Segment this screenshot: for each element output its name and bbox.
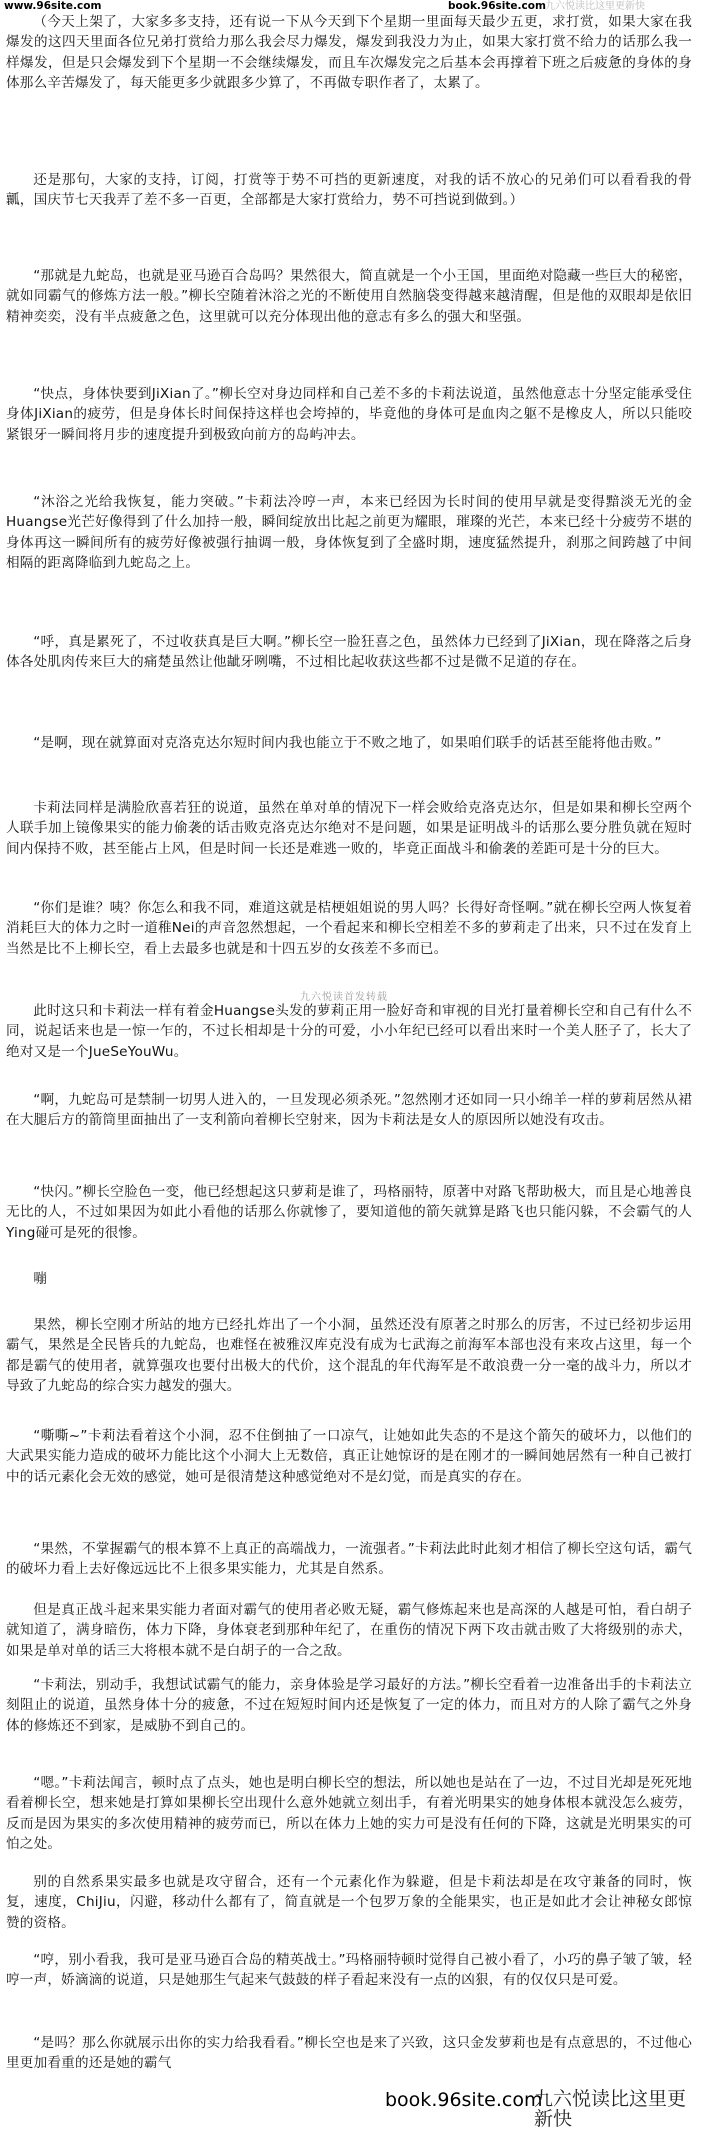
site-url-bottom: book.96site.com [385,2089,543,2111]
paragraph: （今天上架了，大家多多支持，还有说一下从今天到下个星期一里面每天最少五更，求打赏，如果大家在我爆发的这四天里面各位兄弟打赏给力那么我会尽力爆发，爆发到我没力为止，如果大家打赏不给力的话那么我一样爆发，但是只会爆发到下个星期一不会继续爆发，而且车次爆发完之后基本会再撑着下班之后疲惫的身体的身体那么辛苦爆发了，每天能更多少就跟多少算了，不再做专职作者了，太累了。 [6,14,692,91]
paragraph: “果然，不掌握霸气的根本算不上真正的高端战力，一流强者。”卡莉法此时此刻才相信了柳长空这句话，霸气的破坏力看上去好像远远比不上很多果实能力，尤其是自然系。 [6,1541,692,1578]
paragraph: 卡莉法同样是满脸欣喜若狂的说道，虽然在单对单的情况下一样会败给克洛克达尔，但是如果和柳长空两个人联手加上镜像果实的能力偷袭的话击败克洛克达尔绝对不是问题，如果是证明战斗的话那么要分胜负就在短时间内保持不败，甚至能占上风，但是时间一长还是难逃一败的，毕竟正面战斗和偷袭的差距可是十分的巨大。 [6,800,692,857]
site-slogan-top: 九六悦读比这里更新快 [545,1,645,12]
paragraph: “那就是九蛇岛，也就是亚马逊百合岛吗？果然很大，简直就是一个小王国，里面绝对隐藏一些巨大的秘密，就如同霸气的修炼方法一般。”柳长空随着沐浴之光的不断使用自然脑袋变得越来越清醒，但是他的双眼却是依旧精神奕奕，没有半点疲惫之色，这里就可以充分体现出他的意志有多么的强大和坚强。 [6,268,692,325]
paragraph: 嘣 [33,1271,47,1287]
paragraph: 还是那句，大家的支持，订阅，打赏等于势不可挡的更新速度，对我的话不放心的兄弟们可以看看我的骨瓤，国庆节七天我弄了差不多一百更，全部都是大家打赏给力，势不可挡说到做到。） [6,172,692,209]
paragraph: “是吗？那么你就展示出你的实力给我看看。”柳长空也是来了兴致，这只金发萝莉也是有点意思的，不过他心里更加看重的还是她的霸气 [6,2035,692,2072]
paragraph: “是啊，现在就算面对克洛克达尔短时间内我也能立于不败之地了，如果咱们联手的话甚至能将他击败。” [33,735,662,751]
paragraph: “呼，真是累死了，不过收获真是巨大啊。”柳长空一脸狂喜之色，虽然体力已经到了JiXian，现在降落之后身体各处肌肉传来巨大的痛楚虽然让他龇牙咧嘴，不过相比起收获这些都不过是微不足道的存在。 [6,634,692,671]
site-url-right: book.96site.com [448,0,546,12]
paragraph: 但是真正战斗起来果实能力者面对霸气的使用者必败无疑，霸气修炼起来也是高深的人越是可怕，看白胡子就知道了，满身暗伤，体力下降，身体衰老到那种年纪了，在重伤的情况下两下攻击就击败了大将级别的赤犬，如果是单对单的话三大将根本就不是白胡子的一合之敌。 [6,1602,692,1659]
paragraph: “啊，九蛇岛可是禁制一切男人进入的，一旦发现必须杀死。”忽然刚才还如同一只小绵羊一样的萝莉居然从裙在大腿后方的箭筒里面抽出了一支利箭向着柳长空射来，因为卡莉法是女人的原因所以她没有攻击。 [6,1092,692,1129]
paragraph: “嘶嘶~”卡莉法看着这个小洞，忍不住倒抽了一口凉气，让她如此失态的不是这个箭矢的破坏力，以他们的大武果实能力造成的破坏力能比这个小洞大上无数倍，真正让她惊讶的是在刚才的一瞬间她居然有一种自己被打中的话元素化会无效的感觉，她可是很清楚这种感觉绝对不是幻觉，而是真实的存在。 [6,1428,692,1485]
site-url-left: www.96site.com [4,0,102,12]
paragraph: “卡莉法，别动手，我想试试霸气的能力，亲身体验是学习最好的方法。”柳长空看着一边准备出手的卡莉法立刻阻止的说道，虽然身体十分的疲惫，不过在短短时间内还是恢复了一定的体力，而且对方的人除了霸气之外身体的修炼还不到家，是威胁不到自己的。 [6,1677,692,1734]
paragraph: 别的自然系果实最多也就是攻守留合，还有一个元素化作为躲避，但是卡莉法却是在攻守兼备的同时，恢复，速度，ChiJiu，闪避，移动什么都有了，简直就是一个包罗万象的全能果实，也正是如此才会让神秘女郎惊赞的资格。 [6,1874,692,1931]
watermark-mid: 九六悦读首发转载 [300,992,388,1003]
paragraph: “快闪。”柳长空脸色一变，他已经想起这只萝莉是谁了，玛格丽特，原著中对路飞帮助极大，而且是心地善良无比的人，不过如果因为如此小看他的话那么你就惨了，要知道他的箭矢就算是路飞也只能闪躲，不会霸气的人Ying碰可是死的很惨。 [6,1184,692,1241]
paragraph: “沐浴之光给我恢复，能力突破。”卡莉法冷哼一声，本来已经因为长时间的使用早就是变得黯淡无光的金Huangse光芒好像得到了什么加持一般，瞬间绽放出比起之前更为耀眼，璀璨的光芒，本来已经十分疲劳不堪的身体再这一瞬间所有的疲劳好像被强行抽调一般，身体恢复到了全盛时期，速度猛然提升，刹那之间跨越了中间相隔的距离降临到九蛇岛之上。 [6,494,692,571]
paragraph: “哼，别小看我，我可是亚马逊百合岛的精英战士。”玛格丽特顿时觉得自己被小看了，小巧的鼻子皱了皱，轻哼一声，娇滴滴的说道，只是她那生气起来气鼓鼓的样子看起来没有一点的凶狠，有的仅仅只是可爱。 [6,1952,692,1989]
paragraph: “你们是谁？咦？你怎么和我不同，难道这就是桔梗姐姐说的男人吗？长得好奇怪啊。”就在柳长空两人恢复着消耗巨大的体力之时一道稚Nei的声音忽然想起，一个看起来和柳长空相差不多的萝莉走了出来，只不过在发育上当然是比不上柳长空，看上去最多也就是和十四五岁的女孩差不多而已。 [6,900,692,957]
paragraph: “嗯。”卡莉法闻言，顿时点了点头，她也是明白柳长空的想法，所以她也是站在了一边，不过目光却是死死地看着柳长空，想来她是打算如果柳长空出现什么意外她就立刻出手，有着光明果实的她身体根本就没怎么疲劳，反而是因为果实的多次使用精神的疲劳而已，所以在体力上她的实力可是没有任何的下降，这就是光明果实的可怕之处。 [6,1775,692,1852]
paragraph: 此时这只和卡莉法一样有着金Huangse头发的萝莉正用一脸好奇和审视的目光打量着柳长空和自己有什么不同，说起话来也是一惊一乍的，不过长相却是十分的可爱，小小年纪已经可以看出来时一个美人胚子了，长大了绝对又是一个JueSeYouWu。 [6,1003,692,1060]
paragraph: “快点，身体快要到JiXian了。”柳长空对身边同样和自己差不多的卡莉法说道，虽然他意志十分坚定能承受住身体JiXian的疲劳，但是身体长时间保持这样也会垮掉的，毕竟他的身体可是血肉之躯不是橡皮人，所以只能咬紧银牙一瞬间将月步的速度提升到极致向前方的岛屿冲去。 [6,386,692,443]
paragraph: 果然，柳长空刚才所站的地方已经扎炸出了一个小洞，虽然还没有原著之时那么的厉害，不过已经初步运用霸气，果然是全民皆兵的九蛇岛，也难怪在被雅汉库克没有成为七武海之前海军本部也没有来攻占这里，每一个都是霸气的使用者，就算强攻也要付出极大的代价，这个混乱的年代海军是不敢浪费一分一毫的战斗力，所以才导致了九蛇岛的综合实力越发的强大。 [6,1317,692,1394]
site-slogan-bottom: 九六悦读比这里更新快 [534,2088,687,2130]
